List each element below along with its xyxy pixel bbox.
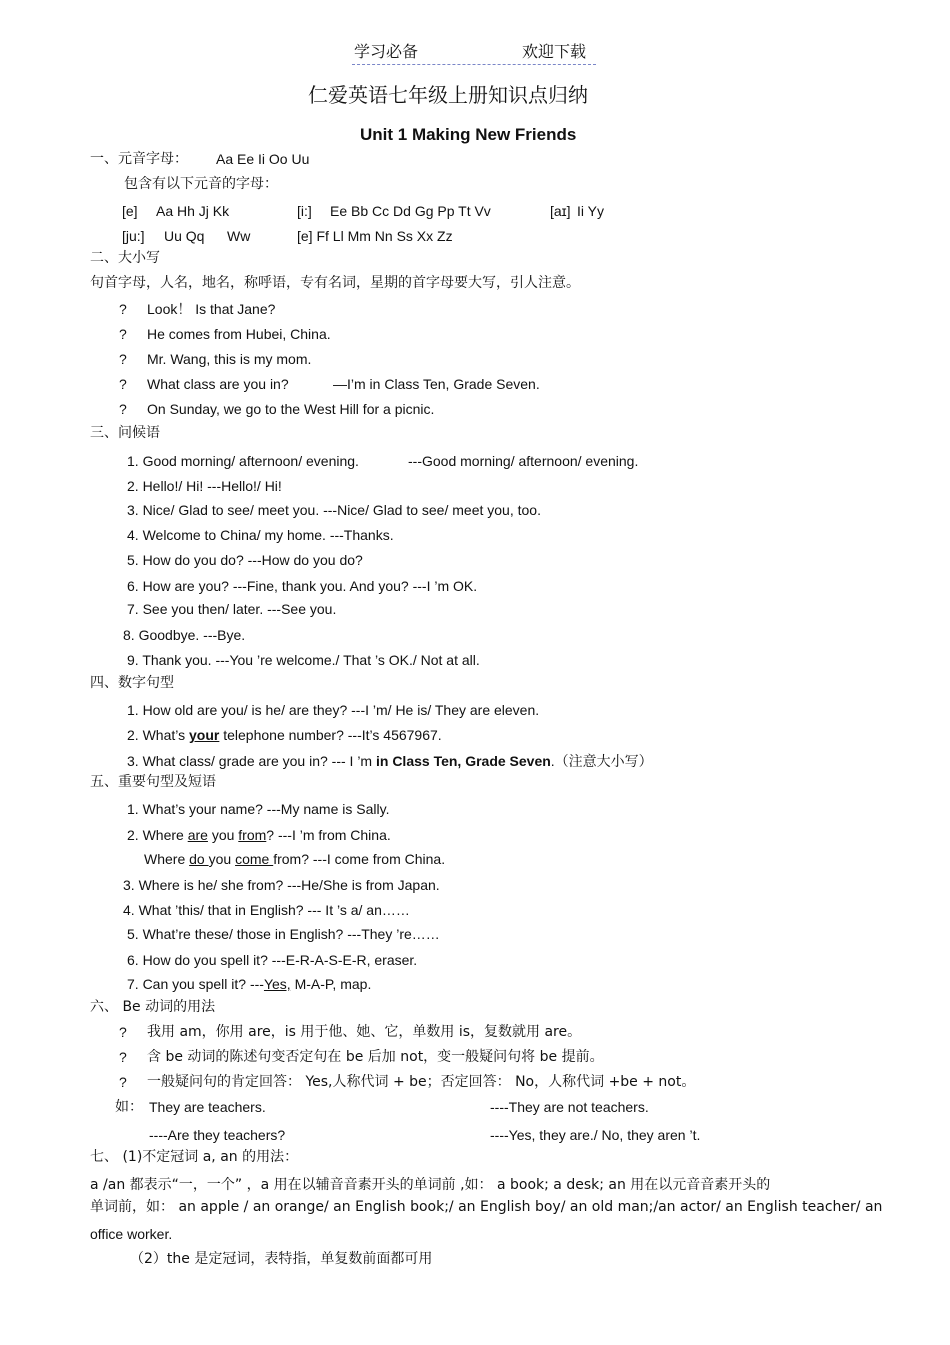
pattern-2: 2. Where are you from? ---I ’m from China. <box>127 827 391 843</box>
phonetic-e: [e] <box>122 203 138 219</box>
vowel-intro: 包含有以下元音的字母： <box>124 176 278 192</box>
header-divider <box>352 64 596 65</box>
greeting-3: 3. Nice/ Glad to see/ meet you. ---Nice/ Glad to see/ meet you, too. <box>127 502 541 518</box>
bullet: ? <box>119 326 127 342</box>
greeting-6: 6. How are you? ---Fine, thank you. And you? ---I ’m OK. <box>127 578 478 594</box>
letters-i: Ee Bb Cc Dd Gg Pp Tt Vv <box>330 203 491 219</box>
example-3: Mr. Wang, this is my mom. <box>147 351 312 367</box>
bullet: ? <box>119 301 127 317</box>
example-4: What class are you in? <box>147 376 289 392</box>
pattern-1: 1. What’s your name? ---My name is Sally. <box>127 801 390 817</box>
number-3: 3. What class/ grade are you in? --- I ’m in Class Ten, Grade Seven.（注意大小写） <box>127 753 653 769</box>
phonetic-ju: [ju:] <box>122 228 145 244</box>
phonetic-i: [i:] <box>297 203 312 219</box>
bullet: ? <box>119 351 127 367</box>
be-rule-1: 我用 am，你用 are，is 用于他、她、它，单数用 is，复数就用 are。 <box>147 1024 582 1040</box>
pattern-2b: Where do you come from? ---I come from China. <box>144 851 446 867</box>
bullet: ? <box>119 401 127 417</box>
example-label: 如： <box>115 1099 143 1115</box>
number-1: 1. How old are you/ is he/ are they? ---I ’m/ He is/ They are eleven. <box>127 702 540 718</box>
letters-e: Aa Hh Jj Kk <box>156 203 230 219</box>
pattern-3: 3. Where is he/ she from? ---He/She is from Japan. <box>123 877 440 893</box>
article-line-3: office worker. <box>90 1226 173 1242</box>
letters-ju: Uu Qq <box>164 228 205 244</box>
header-right: 欢迎下载 <box>522 42 587 61</box>
phonetic-ai: [aɪ] <box>550 203 571 219</box>
pattern-7: 7. Can you spell it? ---Yes, M-A-P, map. <box>127 976 372 992</box>
letters-ai: Ii Yy <box>577 203 604 219</box>
be-example-2a: ----Are they teachers? <box>149 1127 286 1143</box>
page-title: 仁爱英语七年级上册知识点归纳 <box>308 83 588 107</box>
greeting-1-answer: ---Good morning/ afternoon/ evening. <box>408 453 639 469</box>
be-example-1a: They are teachers. <box>149 1099 266 1115</box>
capital-rule: 句首字母，人名，地名，称呼语，专有名词，星期的首字母要大写，引人注意。 <box>90 275 580 291</box>
letters-w: Ww <box>227 228 251 244</box>
greeting-5: 5. How do you do? ---How do you do? <box>127 552 363 568</box>
section-7-heading: 七、 (1)不定冠词 a, an 的用法： <box>90 1149 299 1165</box>
letters-e2: [e] Ff Ll Mm Nn Ss Xx Zz <box>297 228 453 244</box>
example-4-answer: —I’m in Class Ten, Grade Seven. <box>333 376 540 392</box>
example-1: Look！ Is that Jane? <box>147 301 276 317</box>
be-rule-3: 一般疑问句的肯定回答： Yes,人称代词 + be；否定回答： No，人称代词 +be + not。 <box>147 1074 696 1090</box>
bullet: ? <box>119 1049 127 1065</box>
pattern-4: 4. What ’this/ that in English? --- It ’s a/ an…… <box>123 902 410 918</box>
bullet: ? <box>119 376 127 392</box>
section-4-heading: 四、数字句型 <box>90 675 174 691</box>
unit-title: Unit 1 Making New Friends <box>360 125 577 144</box>
be-example-2b: ----Yes, they are./ No, they aren ’t. <box>490 1127 701 1143</box>
bullet: ? <box>119 1074 127 1090</box>
article-line-4: （2）the 是定冠词，表特指，单复数前面都可用 <box>130 1251 433 1267</box>
example-5: On Sunday, we go to the West Hill for a picnic. <box>147 401 435 417</box>
number-2: 2. What’s your telephone number? ---It’s 4567967. <box>127 727 442 743</box>
header-left: 学习必备 <box>354 42 419 61</box>
greeting-1: 1. Good morning/ afternoon/ evening. <box>127 453 359 469</box>
greeting-7: 7. See you then/ later. ---See you. <box>127 601 337 617</box>
section-2-heading: 二、大小写 <box>90 250 160 266</box>
greeting-2: 2. Hello!/ Hi! ---Hello!/ Hi! <box>127 478 282 494</box>
section-1-heading: 一、元音字母： <box>90 151 188 167</box>
section-5-heading: 五、重要句型及短语 <box>90 774 216 790</box>
be-rule-2: 含 be 动词的陈述句变否定句在 be 后加 not，变一般疑问句将 be 提前。 <box>147 1049 604 1065</box>
pattern-6: 6. How do you spell it? ---E-R-A-S-E-R, eraser. <box>127 952 418 968</box>
article-line-2: 单词前，如： an apple / an orange/ an English book;/ an English boy/ an old man;/an actor/ an English teacher/ an <box>90 1199 883 1215</box>
be-example-1b: ----They are not teachers. <box>490 1099 649 1115</box>
greeting-8: 8. Goodbye. ---Bye. <box>123 627 246 643</box>
bullet: ? <box>119 1024 127 1040</box>
article-line-1: a /an 都表示“一，一个” ，a 用在以辅音音素开头的单词前 ,如： a book; a desk; an 用在以元音音素开头的 <box>90 1177 771 1193</box>
greeting-4: 4. Welcome to China/ my home. ---Thanks. <box>127 527 394 543</box>
example-2: He comes from Hubei, China. <box>147 326 331 342</box>
section-6-heading: 六、 Be 动词的用法 <box>90 999 216 1015</box>
vowel-letters: Aa Ee Ii Oo Uu <box>216 151 310 167</box>
section-3-heading: 三、问候语 <box>90 425 160 441</box>
pattern-5: 5. What’re these/ those in English? ---They ’re…… <box>127 926 440 942</box>
greeting-9: 9. Thank you. ---You ’re welcome./ That ’s OK./ Not at all. <box>127 652 480 668</box>
